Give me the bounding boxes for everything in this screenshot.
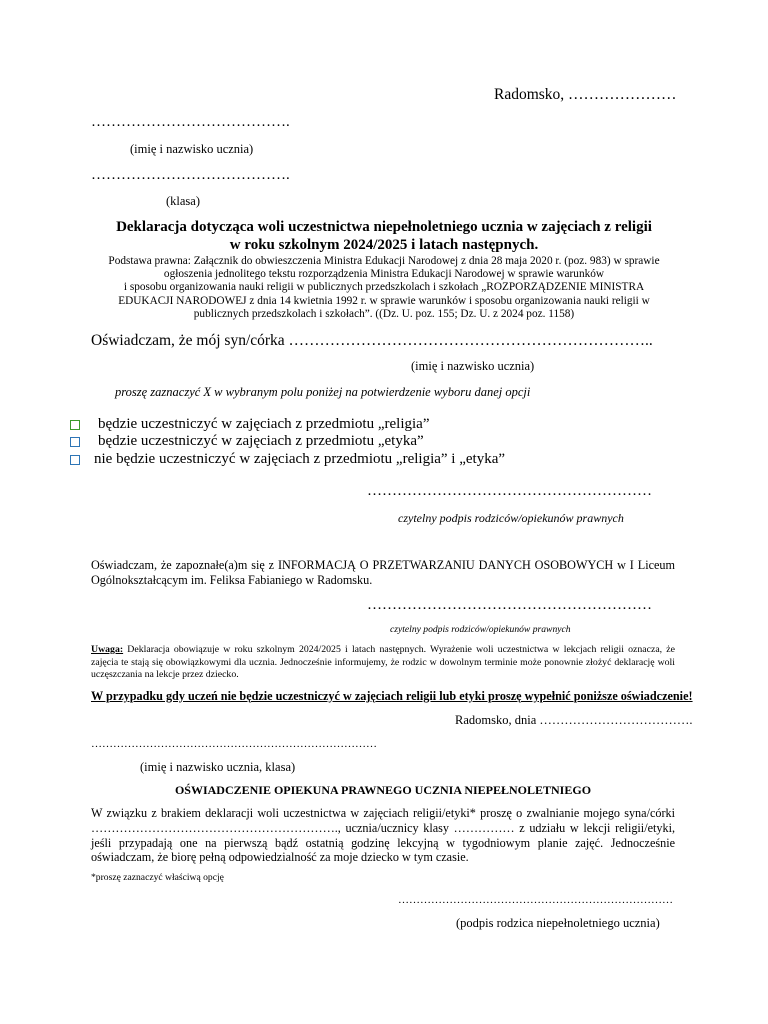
guardian-signature-field[interactable]: ………………………………………………………………… — [398, 894, 673, 906]
parent-signature-field[interactable]: ………………………………………………… — [367, 483, 652, 499]
student-class-caption: (imię i nazwisko ucznia, klasa) — [140, 760, 296, 774]
declaration-student-caption: (imię i nazwisko ucznia) — [411, 359, 535, 373]
guardian-statement-text: W związku z brakiem deklaracji woli uczestnictwa w zajęciach religii/etyki* proszę o zwalnianie mojego syna/córki ……………………………………………………., ucznia/ucznicy klasy …………… z udziału w lekcji religii/etyki, jeśli przypadają one na pierwszą bądź ostatnią godzinę lekcyjną w tygodniowym planie zajęć. Jednocześnie oświadczam, że biorę pełną odpowiedzialność za moje dziecko w tym czasie. — [91, 806, 675, 865]
student-name-field[interactable]: …………………………………. — [91, 114, 290, 130]
checkbox-ethics[interactable] — [70, 437, 80, 447]
option-religion-label: będzie uczestniczyć w zajęciach z przedmiotu „religia” — [98, 416, 430, 432]
title-line-1: Deklaracja dotycząca woli uczestnictwa niepełnoletniego ucznia w zajęciach z religii — [116, 219, 652, 235]
title-line-2: w roku szkolnym 2024/2025 i latach następnych. — [229, 237, 539, 253]
option-none[interactable] — [70, 451, 505, 468]
option-religion[interactable] — [70, 416, 429, 433]
checkbox-religion[interactable] — [70, 420, 80, 430]
gdpr-signature-field[interactable]: ………………………………………………… — [367, 597, 652, 613]
legal-line: EDUKACJI NARODOWEJ z dnia 14 kwietnia 1992 r. w sprawie warunków i sposobu organizowania nauki religii w — [118, 294, 650, 307]
legal-basis — [88, 255, 680, 321]
gdpr-signature-caption: czytelny podpis rodziców/opiekunów prawnych — [390, 624, 571, 635]
warning-heading: W przypadku gdy uczeń nie będzie uczestniczyć w zajęciach religii lub etyki proszę wypełnić poniższe oświadczenie! — [91, 689, 693, 703]
note-label: Uwaga: — [91, 644, 124, 655]
legal-line: i sposobu organizowania nauki religii w publicznych przedszkolach i szkołach „ROZPORZĄDZENIE MINISTRA — [123, 281, 645, 294]
note-text: Deklaracja obowiązuje w roku szkolnym 2024/2025 i latach następnych. Wyrażenie woli uczestnictwa w lekcjach religii oznacza, że zajęcia te stają się obowiązkowymi dla ucznia. Jednocześnie informujemy, że rodzic w dowolnym terminie może ponownie złożyć deklarację woli uczęszczania na lekcje przez dziecko. — [91, 644, 675, 680]
note-paragraph — [91, 644, 675, 682]
document-title — [60, 218, 708, 254]
declaration-student-field[interactable]: Oświadczam, że mój syn/córka …………………………………………………………….. — [91, 332, 653, 349]
gdpr-statement: Oświadczam, że zapoznałe(a)m się z INFORMACJĄ O PRZETWARZANIU DANYCH OSOBOWYCH w I Liceum Ogólnokształcącym im. Feliksa Fabianiego w Radomsku. — [91, 558, 675, 587]
legal-line: Podstawa prawna: Załącznik do obwieszczenia Ministra Edukacji Narodowej z dnia 28 maja 2020 r. (poz. 983) w sprawie — [108, 255, 660, 267]
class-caption: (klasa) — [166, 194, 201, 208]
option-none-label: nie będzie uczestniczyć w zajęciach z przedmiotu „religia” i „etyka” — [94, 451, 506, 467]
guardian-statement-title: OŚWIADCZENIE OPIEKUNA PRAWNEGO UCZNIA NIEPEŁNOLETNIEGO — [174, 783, 592, 797]
option-ethics-label: będzie uczestniczyć w zajęciach z przedmiotu „etyka” — [98, 433, 424, 449]
student-name-caption: (imię i nazwisko ucznia) — [130, 142, 254, 156]
instruction-text: proszę zaznaczyć X w wybranym polu poniżej na potwierdzenie wyboru danej opcji — [115, 385, 531, 399]
student-class-field[interactable]: …………………………………………………………………… — [91, 738, 377, 750]
option-ethics[interactable] — [70, 433, 424, 450]
class-field[interactable]: …………………………………. — [91, 167, 290, 183]
parent-signature-caption: czytelny podpis rodziców/opiekunów prawnych — [398, 511, 624, 525]
place-date-field-2[interactable]: Radomsko, dnia ………………………………. — [455, 713, 693, 727]
legal-line: ogłoszenia jednolitego tekstu rozporządzenia Ministra Edukacji Narodowej w sprawie warunków — [163, 268, 605, 281]
checkbox-none[interactable] — [70, 455, 80, 465]
guardian-signature-caption: (podpis rodzica niepełnoletniego ucznia) — [456, 916, 660, 930]
place-date-field[interactable]: Radomsko, ………………… — [494, 86, 677, 103]
footnote: *proszę zaznaczyć właściwą opcję — [91, 872, 224, 883]
legal-line: publicznych przedszkolach i szkołach”. ((Dz. U. poz. 155; Dz. U. z 2024 poz. 1158) — [193, 307, 575, 320]
